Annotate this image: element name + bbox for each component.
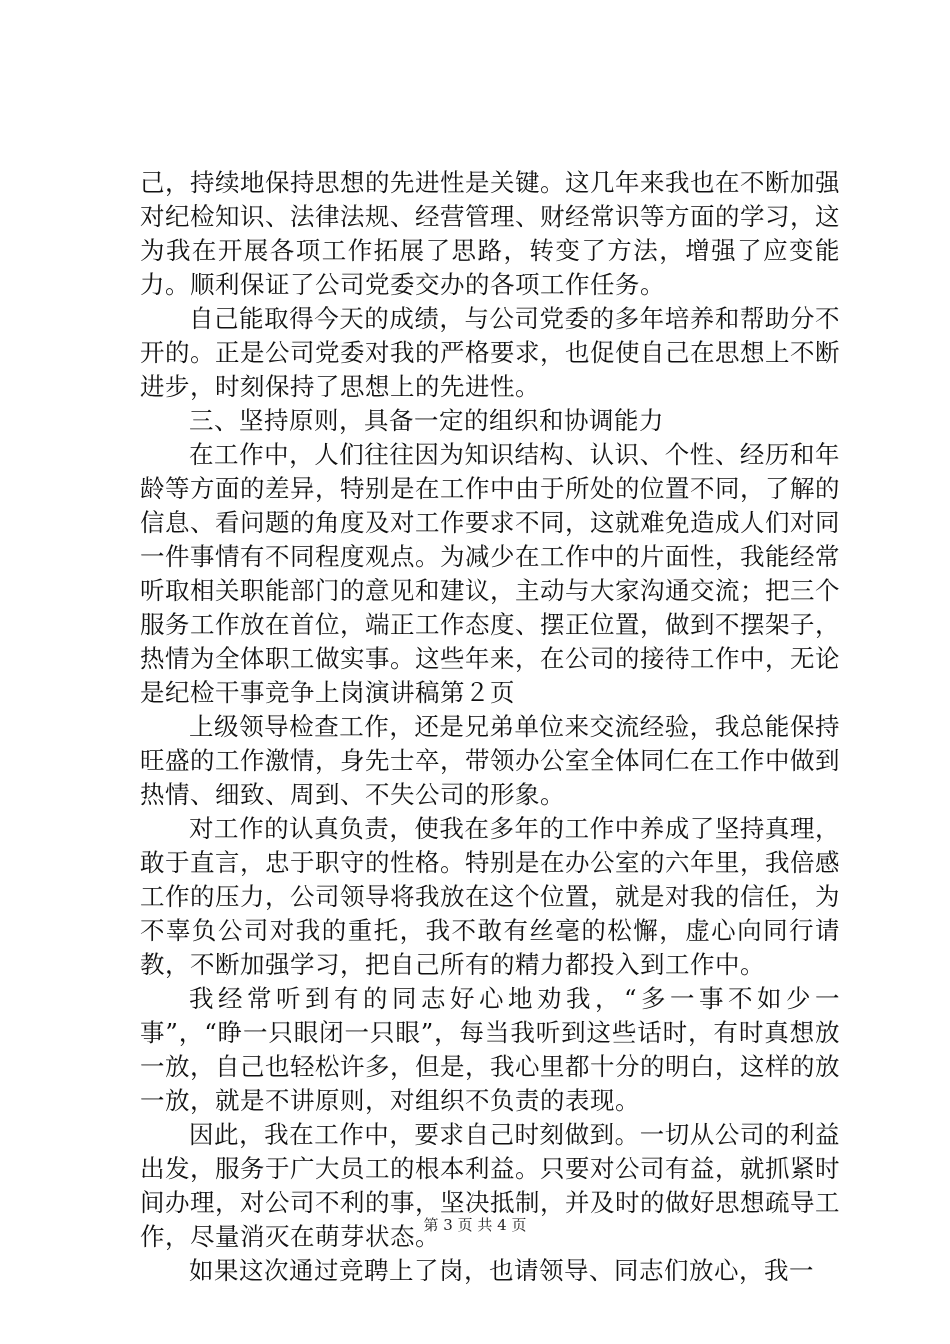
paragraph-6: 对工作的认真负责，使我在多年的工作中养成了坚持真理，敢于直言，忠于职守的性格。特别是在办公室的六年里，我倍感工作的压力，公司领导将我放在这个位置，就是对我的信任，为不辜负公司对我的重托，我不敢有丝毫的松懈，虚心向同行请教，不断加强学习，把自己所有的精力都投入到工作中。 [140, 814, 840, 979]
page-footer: 第 3 页 共 4 页 [423, 1216, 527, 1234]
paragraph-7: 我经常听到有的同志好心地劝我，“多一事不如少一事”，“睁一只眼闭一只眼”，每当我听到这些话时，有时真想放一放，自己也轻松许多，但是，我心里都十分的明白，这样的放一放，就是不讲原则，对组织不负责的表现。 [140, 984, 840, 1115]
paragraph-5: 上级领导检查工作，还是兄弟单位来交流经验，我总能保持旺盛的工作激情，身先士卒，带领办公室全体同仁在工作中做到热情、细致、周到、不失公司的形象。 [140, 712, 840, 809]
paragraph-9: 如果这次通过竞聘上了岗，也请领导、同志们放心，我一 [189, 1256, 814, 1285]
paragraph-1: 己，持续地保持思想的先进性是关键。这几年来我也在不断加强对纪检知识、法律法规、经营管理、财经常识等方面的学习，这为我在开展各项工作拓展了思路，转变了方法，增强了应变能力。顺利保证了公司党委交办的各项工作任务。 [140, 168, 840, 299]
section-heading: 三、坚持原则，具备一定的组织和协调能力 [189, 406, 664, 435]
paragraph-2: 自己能取得今天的成绩，与公司党委的多年培养和帮助分不开的。正是公司党委对我的严格要求，也促使自己在思想上不断进步，时刻保持了思想上的先进性。 [140, 304, 840, 401]
paragraph-4: 在工作中，人们往往因为知识结构、认识、个性、经历和年龄等方面的差异，特别是在工作中由于所处的位置不同，了解的信息、看问题的角度及对工作要求不同，这就难免造成人们对同一件事情有不同程度观点。为减少在工作中的片面性，我能经常听取相关职能部门的意见和建议，主动与大家沟通交流；把三个服务工作放在首位，端正工作态度、摆正位置，做到不摆架子，热情为全体职工做实事。这些年来，在公司的接待工作中，无论是纪检干事竞争上岗演讲稿第２页 [140, 440, 840, 707]
paragraph-8: 因此，我在工作中，要求自己时刻做到。一切从公司的利益出发，服务于广大员工的根本利益。只要对公司有益，就抓紧时间办理，对公司不利的事，坚决抵制，并及时的做好思想疏导工作，尽量消灭在萌芽状态。 [140, 1120, 840, 1251]
body-text [140, 166, 840, 1288]
